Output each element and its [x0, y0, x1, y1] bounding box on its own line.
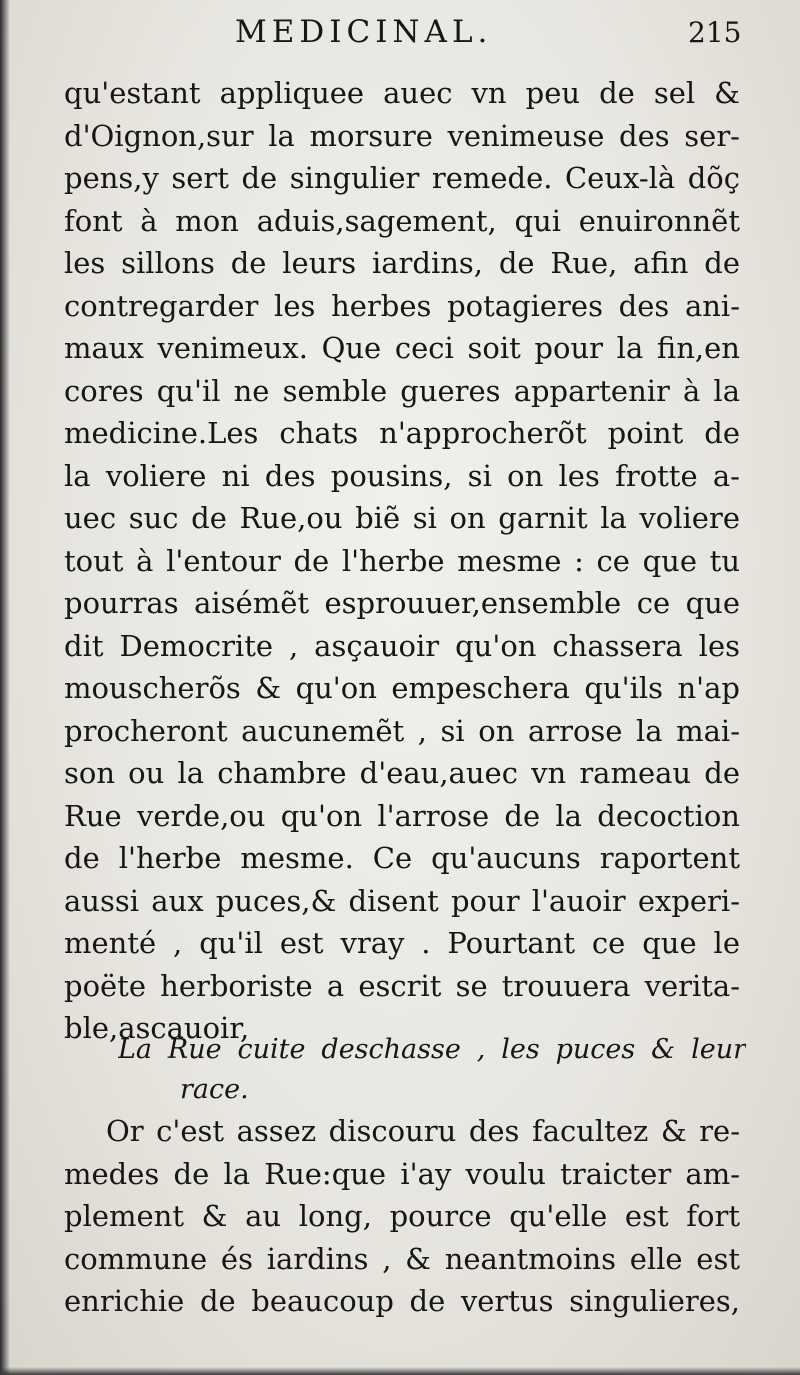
text-line: menté , qu'il est vray . Pourtant ce que le — [64, 926, 740, 960]
text-line: cores qu'il ne semble gueres appartenir à la — [64, 373, 740, 408]
text-line: poëte herboriste a escrit se trouuera verita- — [64, 968, 740, 1003]
text-line: pens,y sert de singulier remede. Ceux-là dõç — [64, 161, 740, 195]
text-line: Rue verde,ou qu'on l'arrose de la decoction — [64, 798, 740, 833]
text-line: pourras aisémẽt esprouuer,ensemble ce que — [64, 586, 740, 620]
text-line: Or c'est assez discouru des facultez & re- — [106, 1114, 740, 1148]
text-line: la voliere ni des pousins, si on les frotte a- — [64, 458, 740, 493]
text-line: qu'estant appliquee auec vn peu de sel & — [64, 76, 740, 110]
text-line: ble,ascauoir, — [64, 1011, 250, 1045]
text-line: dit Democrite , asçauoir qu'on chassera les — [64, 628, 740, 663]
text-line: contregarder les herbes potagieres des ani- — [64, 288, 740, 323]
text-line: son ou la chambre d'eau,auec vn rameau de — [64, 756, 740, 790]
page-number: 215 — [688, 16, 742, 49]
text-line: tout à l'entour de l'herbe mesme : ce que tu — [64, 543, 740, 578]
text-line: de l'herbe mesme. Ce qu'aucuns raportent — [64, 841, 740, 875]
body-text — [64, 72, 740, 1050]
text-line: aussi aux puces,& disent pour l'auoir experi- — [64, 883, 740, 918]
verse-line: La Rue cuite deschasse , les puces & leur — [118, 1034, 746, 1065]
text-line: procheront aucunemẽt , si on arrose la mai- — [64, 713, 740, 748]
text-line: mouscherõs & qu'on empeschera qu'ils n'ap — [64, 671, 740, 705]
text-line: enrichie de beaucoup de vertus singulieres, — [64, 1284, 740, 1318]
closing-paragraph — [64, 1110, 740, 1323]
page-edge-shadow-bottom — [0, 1367, 800, 1375]
verse-line: race. — [180, 1074, 249, 1105]
text-line: d'Oignon,sur la morsure venimeuse des ser- — [64, 118, 740, 153]
text-line: medicine.Les chats n'approcherõt point de — [64, 416, 740, 450]
text-line: les sillons de leurs iardins, de Rue, afin de — [64, 246, 740, 280]
verse-quotation — [118, 1030, 746, 1110]
text-line: commune és iardins , & neantmoins elle est — [64, 1241, 740, 1276]
text-line: medes de la Rue:que i'ay voulu traicter am- — [64, 1156, 740, 1191]
text-line: font à mon aduis,sagement, qui enuironnẽt — [64, 203, 740, 238]
text-line: plement & au long, pource qu'elle est fort — [64, 1199, 740, 1233]
text-line: uec suc de Rue,ou biẽ si on garnit la voliere — [64, 501, 740, 535]
page-edge-shadow-left — [0, 0, 10, 1375]
text-line: maux venimeux. Que ceci soit pour la fin,en — [64, 331, 740, 365]
running-title: MEDICINAL. — [235, 14, 493, 50]
